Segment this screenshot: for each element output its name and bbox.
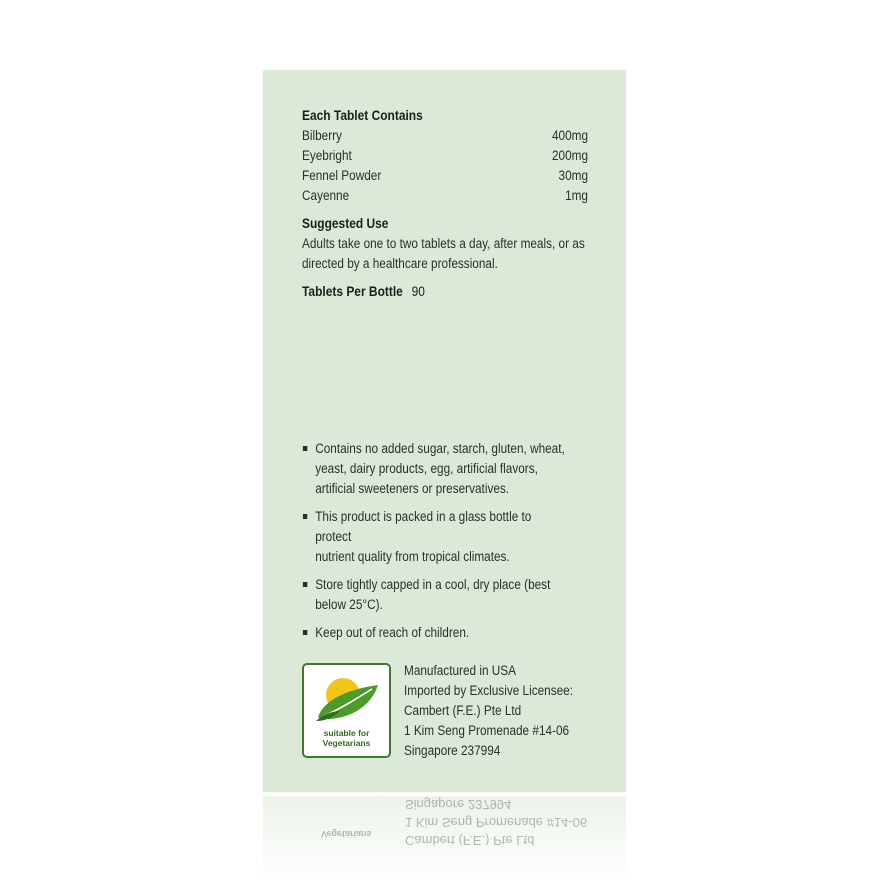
ingredient-amount: 1mg [565,188,588,203]
reflection-logo-text: Vegetarians [321,829,372,839]
tablets-per-bottle-label: Tablets Per Bottle [302,284,403,299]
suggested-use-line: Adults take one to two tablets a day, after meals, or as [302,236,585,251]
bullet-square-icon [303,582,307,587]
ingredient-row [302,186,588,206]
list-item-line: below 25°C). [315,597,383,612]
suggested-use-line: directed by a healthcare professional. [302,256,498,271]
manufacturer-line: Imported by Exclusive Licensee: [404,683,573,698]
list-item-line: yeast, dairy products, egg, artificial flavors, [315,461,538,476]
list-item-line: nutrient quality from tropical climates. [315,549,510,564]
box-reflection [263,796,626,884]
bullet-square-icon [303,630,307,635]
list-item [302,507,570,567]
ingredient-amount: 400mg [551,128,588,143]
tablets-per-bottle-value: 90 [411,284,425,299]
vegetarian-badge [302,663,391,758]
list-item-line: artificial sweeteners or preservatives. [315,481,510,496]
ingredient-row [302,146,588,166]
manufacturer-line: Singapore 237994 [404,743,501,758]
tablets-per-bottle [302,282,554,302]
manufacturer-line: 1 Kim Seng Promenade #14-06 [404,723,570,738]
list-item-line: Contains no added sugar, starch, gluten, wheat, [315,441,565,456]
manufacturer-line: Cambert (F.E.) Pte Ltd [404,703,522,718]
tablet-contents-heading: Each Tablet Contains [302,108,423,123]
list-item [302,623,570,643]
bullet-square-icon [303,446,307,451]
list-item [302,575,570,615]
reflection-line: Cambert (F.E.) Pte Ltd [405,833,535,848]
list-item-line: This product is packed in a glass bottle to protect [315,509,532,544]
ingredient-row [302,166,588,186]
bullet-square-icon [303,514,307,519]
sun-leaf-icon [310,671,384,727]
ingredient-amount: 30mg [558,168,588,183]
reflection-text [263,796,626,884]
reflection-line: Singapore 237994 [405,797,512,812]
manufacturer-info [404,661,580,761]
ingredient-name: Bilberry [302,128,342,143]
list-item [302,439,570,499]
list-item-line: Store tightly capped in a cool, dry place (best [315,577,551,592]
notes-list [302,439,566,651]
list-item-line: Keep out of reach of children. [315,625,470,640]
suggested-use-heading: Suggested Use [302,216,389,231]
ingredient-amount: 200mg [551,148,588,163]
ingredient-name: Fennel Powder [302,168,382,183]
ingredient-name: Eyebright [302,148,352,163]
reflection-line: 1 Kim Seng Promenade #14-06 [405,815,588,830]
label-content [302,106,588,302]
ingredient-row [302,126,588,146]
ingredient-name: Cayenne [302,188,350,203]
manufacturer-line: Manufactured in USA [404,663,517,678]
badge-text-line2: Vegetarians [322,738,371,748]
badge-text-line1: suitable for [323,728,370,738]
